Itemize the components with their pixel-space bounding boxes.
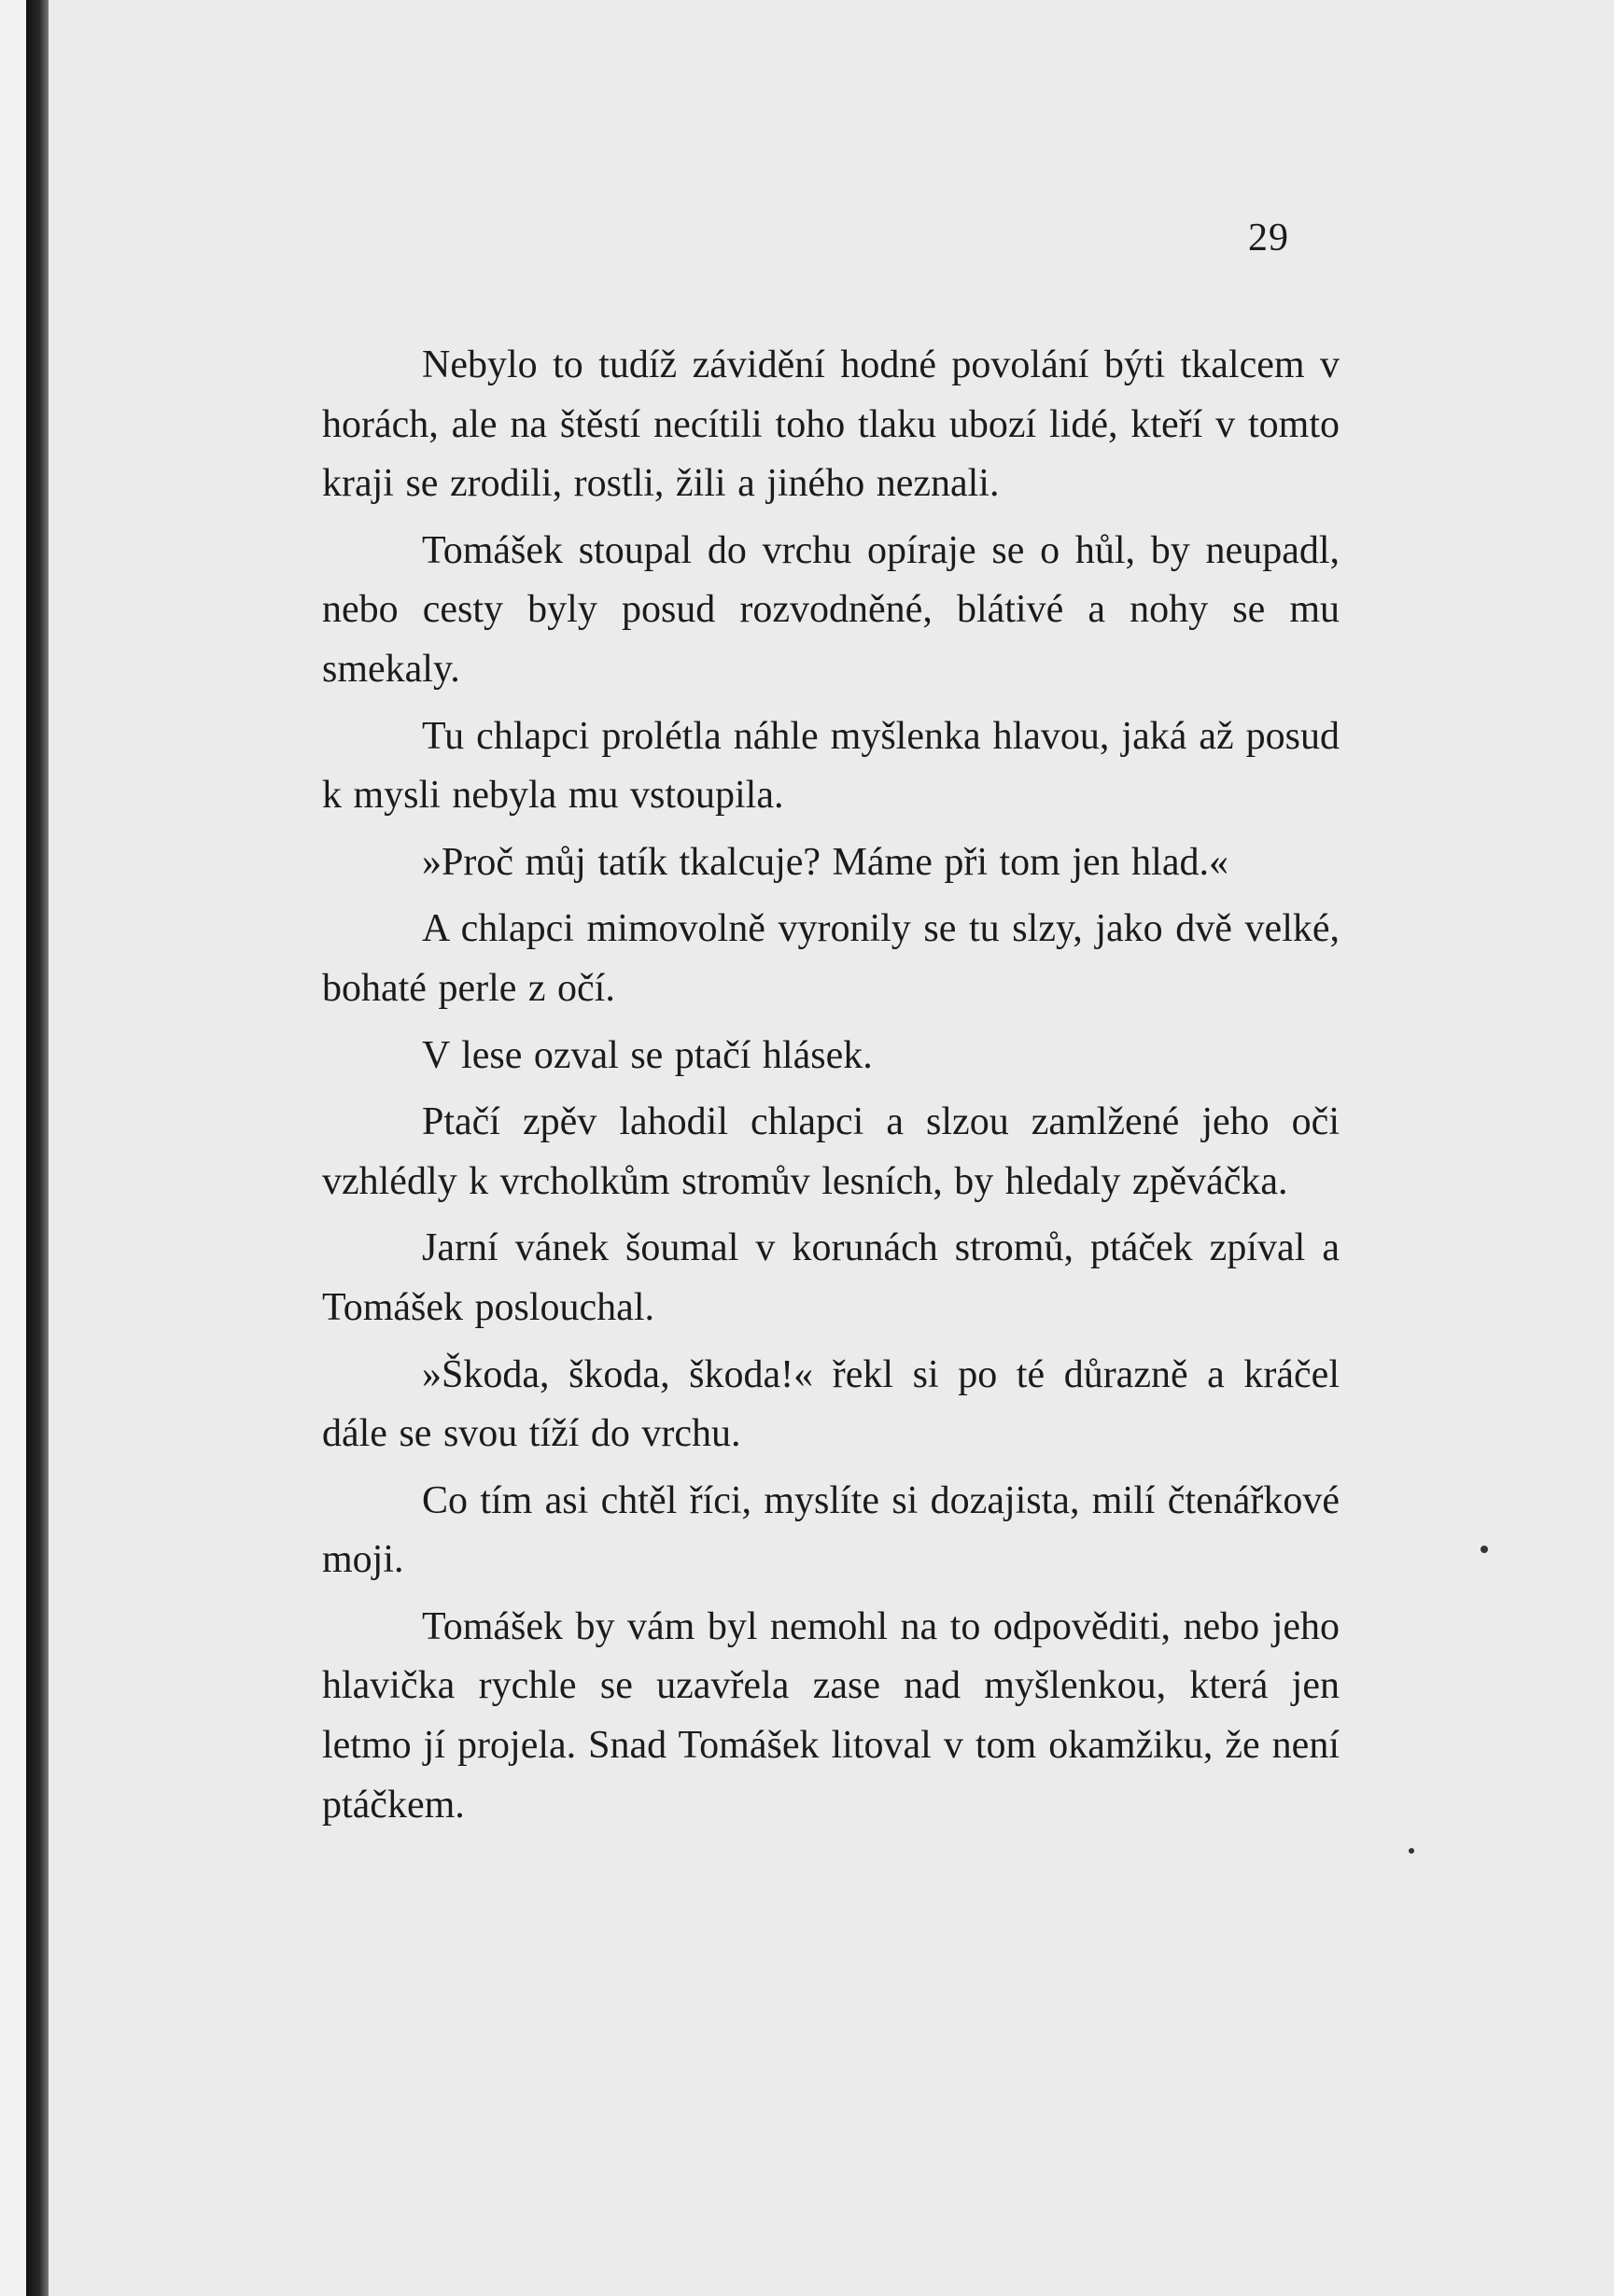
binding-strip <box>0 0 26 2296</box>
book-page <box>49 0 1614 2296</box>
paragraph-7: Ptačí zpěv lahodil chlapci a slzou zamlžené jeho oči vzhlédly k vrcholkům stromův lesních, by hledaly zpěváčka. <box>322 1100 1340 1203</box>
body-text <box>322 336 1340 1842</box>
page-binding-edge <box>26 0 49 2296</box>
scan-speck <box>1481 1546 1488 1553</box>
paragraph-10: Co tím asi chtěl říci, myslíte si dozajista, milí čtenářkové moji. <box>322 1478 1340 1582</box>
paragraph-11: Tomášek by vám byl nemohl na to odpověditi, nebo jeho hlavička rychle se uzavřela zase nad myšlenkou, která jen letmo jí projela. Snad Tomášek litoval v tom okamžiku, že není ptáčkem. <box>322 1604 1340 1827</box>
scan-speck <box>1409 1848 1414 1854</box>
paragraph-1: Nebylo to tudíž závidění hodné povolání býti tkalcem v horách, ale na štěstí necítili toho tlaku ubozí lidé, kteří v tomto kraji se zrodili, rostli, žili a jiného neznali. <box>322 343 1340 506</box>
page-number: 29 <box>1248 217 1289 259</box>
paragraph-9: »Škoda, škoda, škoda!« řekl si po té důrazně a kráčel dále se svou tíží do vrchu. <box>322 1352 1340 1456</box>
paragraph-2: Tomášek stoupal do vrchu opíraje se o hůl, by neupadl, nebo cesty byly posud rozvodněné, blátivé a nohy se mu smekaly. <box>322 528 1340 691</box>
paragraph-6: V lese ozval se ptačí hlásek. <box>422 1033 873 1077</box>
paragraph-4: »Proč můj tatík tkalcuje? Máme při tom jen hlad.« <box>422 840 1228 884</box>
paragraph-3: Tu chlapci prolétla náhle myšlenka hlavou, jaká až posud k mysli nebyla mu vstoupila. <box>322 714 1340 818</box>
paragraph-8: Jarní vánek šoumal v korunách stromů, ptáček zpíval a Tomášek poslouchal. <box>322 1226 1340 1329</box>
paragraph-5: A chlapci mimovolně vyronily se tu slzy, jako dvě velké, bohaté perle z očí. <box>322 907 1340 1010</box>
